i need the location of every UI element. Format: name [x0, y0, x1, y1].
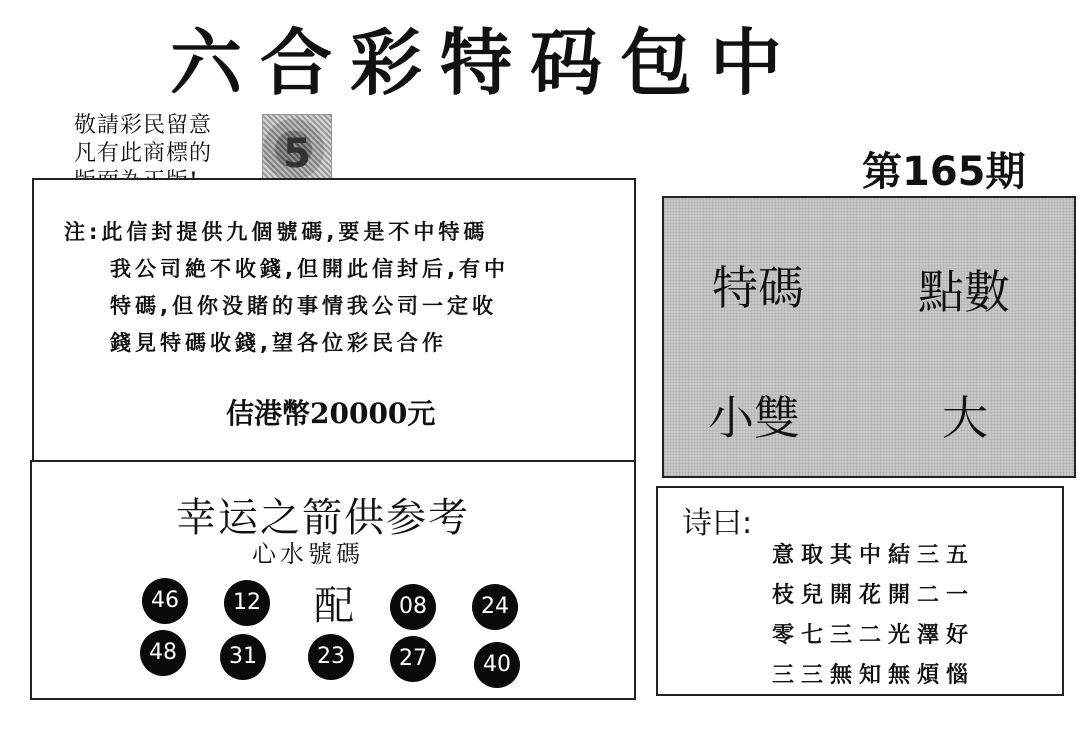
- number-ball: 08: [390, 584, 436, 630]
- number-ball: 31: [220, 634, 266, 680]
- pair-label: 配: [314, 583, 354, 629]
- poem-line: 零七三二光澤好: [772, 623, 976, 648]
- special-code-label: 特碼: [712, 261, 804, 315]
- notice-line: 凡有此商標的: [74, 141, 213, 166]
- poem-title: 诗曰:: [682, 506, 753, 541]
- note-line: 注:此信封提供九個號碼,要是不中特碼: [64, 220, 489, 244]
- points-label: 點數: [918, 265, 1010, 319]
- number-ball: 23: [308, 634, 354, 680]
- number-ball: 40: [474, 642, 520, 688]
- notice-line: 敬請彩民留意: [74, 113, 213, 138]
- lucky-subtitle: 心水號碼: [252, 540, 364, 568]
- note-text: [64, 214, 624, 362]
- page-title: 六合彩特码包中: [170, 21, 801, 105]
- points-value: 大: [942, 391, 988, 445]
- number-ball: 48: [140, 630, 186, 676]
- number-ball: 46: [142, 578, 188, 624]
- poem-line: 枝兒開花開二一: [772, 583, 976, 608]
- lucky-title: 幸运之箭供参考: [176, 495, 470, 541]
- poem-line: 意取其中結三五: [772, 543, 976, 568]
- note-line: 我公司絶不收錢,但開此信封后,有中: [110, 257, 509, 281]
- note-line: 特碼,但你没賭的事情我公司一定收: [110, 294, 497, 318]
- trademark-mark: 5: [283, 131, 311, 177]
- note-line: 錢見特碼收錢,望各位彩民合作: [110, 331, 447, 355]
- number-ball: 27: [390, 636, 436, 682]
- poem-line: 三三無知無煩惱: [772, 663, 976, 688]
- price-text: 佶港幣20000元: [226, 397, 436, 430]
- special-code-value: 小雙: [708, 391, 800, 445]
- number-ball: 12: [224, 580, 270, 626]
- issue-number: 第165期: [862, 149, 1026, 195]
- poem-text: [772, 536, 975, 696]
- number-ball: 24: [472, 584, 518, 630]
